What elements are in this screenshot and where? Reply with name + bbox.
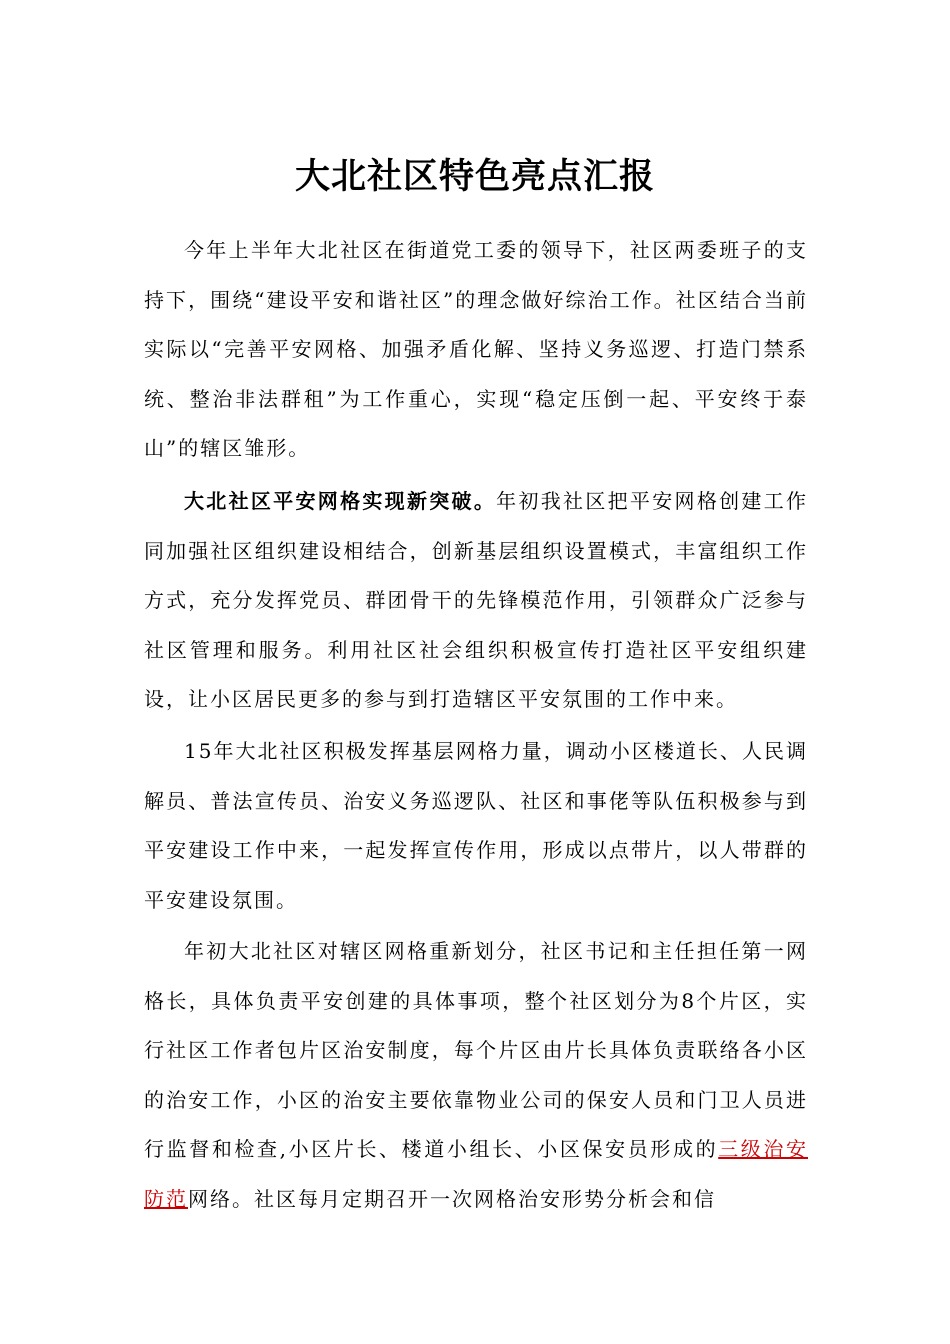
paragraph-grid-forces <box>144 727 808 925</box>
paragraph-intro-text: 今年上半年大北社区在街道党工委的领导下，社区两委班子的支持下，围绕“建设平安和谐社区”的理念做好综治工作。社区结合当前实际以“完善平安网格、加强矛盾化解、坚持义务巡逻、打造门禁系统、整治非法群租”为工作重心，实现“稳定压倒一起、平安终于泰山”的辖区雏形。 <box>144 238 808 461</box>
paragraph-grid-forces-text: 15年大北社区积极发挥基层网格力量，调动小区楼道长、人民调解员、普法宣传员、治安义务巡逻队、社区和事佬等队伍积极参与到平安建设工作中来，一起发挥宣传作用，形成以点带片，以人带群的平安建设氛围。 <box>144 739 808 912</box>
paragraph-intro <box>144 226 808 474</box>
paragraph-grid-division-tail: 网络。社区每月定期召开一次网格治安形势分析会和信 <box>188 1186 716 1211</box>
paragraph-grid-breakthrough-text: 年初我社区把平安网格创建工作同加强社区组织建设相结合，创新基层组织设置模式，丰富组织工作方式，充分发挥党员、群团骨干的先锋模范作用，引领群众广泛参与社区管理和服务。利用社区社会组织积极宣传打造社区平安组织建设，让小区居民更多的参与到打造辖区平安氛围的工作中来。 <box>144 489 809 712</box>
paragraph-grid-division <box>144 927 808 1225</box>
paragraph-grid-breakthrough <box>144 477 808 725</box>
paragraph-grid-division-text: 年初大北社区对辖区网格重新划分，社区书记和主任担任第一网格长，具体负责平安创建的具体事项，整个社区划分为8个片区，实行社区工作者包片区治安制度，每个片区由片长具体负责联络各小区的治安工作，小区的治安主要依靠物业公司的保安人员和门卫人员进行监督和检查,小区片长、楼道小组长、小区保安员形成的 <box>144 939 808 1162</box>
paragraph-lead-heading: 大北社区平安网格实现新突破。 <box>184 489 497 513</box>
document-title: 大北社区特色亮点汇报 <box>294 156 655 198</box>
three-level-defense-link[interactable]: 三级治安防范 <box>144 1137 809 1211</box>
